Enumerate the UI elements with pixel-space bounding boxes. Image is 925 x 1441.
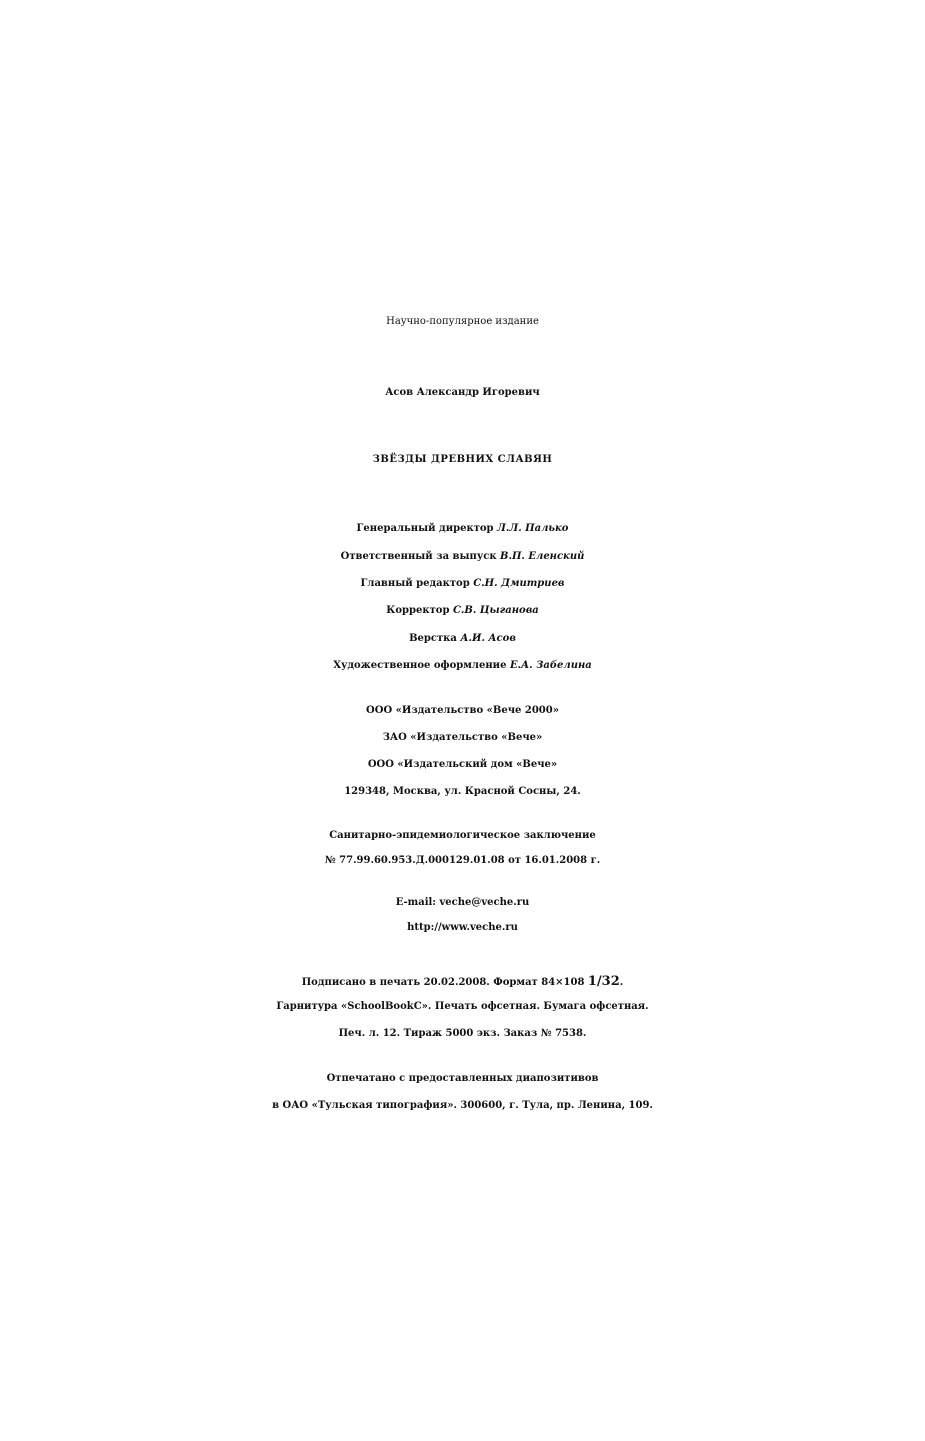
print-date-format: Подписано в печать 20.02.2008. Формат 84×108 <box>301 977 585 988</box>
credit-person: Е.А. Забелина <box>509 660 592 671</box>
credit-role: Корректор <box>386 605 450 616</box>
credit-line <box>0 552 925 562</box>
book-title: ЗВЁЗДЫ ДРЕВНИХ СЛАВЯН <box>372 454 553 465</box>
credit-role: Верстка <box>409 633 457 644</box>
credit-role: Ответственный за выпуск <box>340 551 497 562</box>
contact-email: E-mail: veche@veche.ru <box>395 897 530 908</box>
sanitary-number: № 77.99.60.953.Д.000129.01.08 от 16.01.2008 г. <box>324 855 601 866</box>
publisher-line: ООО «Издательство «Вече 2000» <box>366 705 559 716</box>
print-specs-line <box>0 975 925 988</box>
credit-role: Главный редактор <box>360 578 470 589</box>
format-fraction: 1/32 <box>587 974 620 989</box>
format-period: . <box>619 977 624 988</box>
circulation-line: Печ. л. 12. Тираж 5000 экз. Заказ № 7538. <box>338 1028 587 1039</box>
credit-role: Генеральный директор <box>356 523 494 534</box>
credit-role: Художественное оформление <box>333 660 507 671</box>
publisher-address: 129348, Москва, ул. Красной Сосны, 24. <box>344 786 581 797</box>
edition-type: Научно-популярное издание <box>386 316 539 327</box>
credit-line <box>0 579 925 589</box>
publisher-line: ЗАО «Издательство «Вече» <box>382 732 543 743</box>
printer-address: в ОАО «Тульская типография». 300600, г. Тула, пр. Ленина, 109. <box>272 1100 653 1111</box>
printer-line: Отпечатано с предоставленных диапозитивов <box>326 1073 599 1084</box>
credit-line <box>0 606 925 616</box>
publisher-line: ООО «Издательский дом «Вече» <box>367 759 558 770</box>
sanitary-title: Санитарно-эпидемиологическое заключение <box>329 830 596 841</box>
contact-website: http://www.veche.ru <box>407 922 518 933</box>
credit-line <box>0 634 925 644</box>
author-name: Асов Александр Игоревич <box>385 387 540 398</box>
credit-person: Л.Л. Палько <box>497 523 569 534</box>
credit-person: В.П. Еленский <box>500 551 585 562</box>
credit-person: С.В. Цыганова <box>452 605 539 616</box>
credit-person: С.Н. Дмитриев <box>473 578 565 589</box>
credit-line <box>0 524 925 534</box>
credit-person: А.И. Асов <box>460 633 516 644</box>
credit-line <box>0 661 925 671</box>
typeface-paper-line: Гарнитура «SchoolBookC». Печать офсетная. Бумага офсетная. <box>276 1001 649 1012</box>
